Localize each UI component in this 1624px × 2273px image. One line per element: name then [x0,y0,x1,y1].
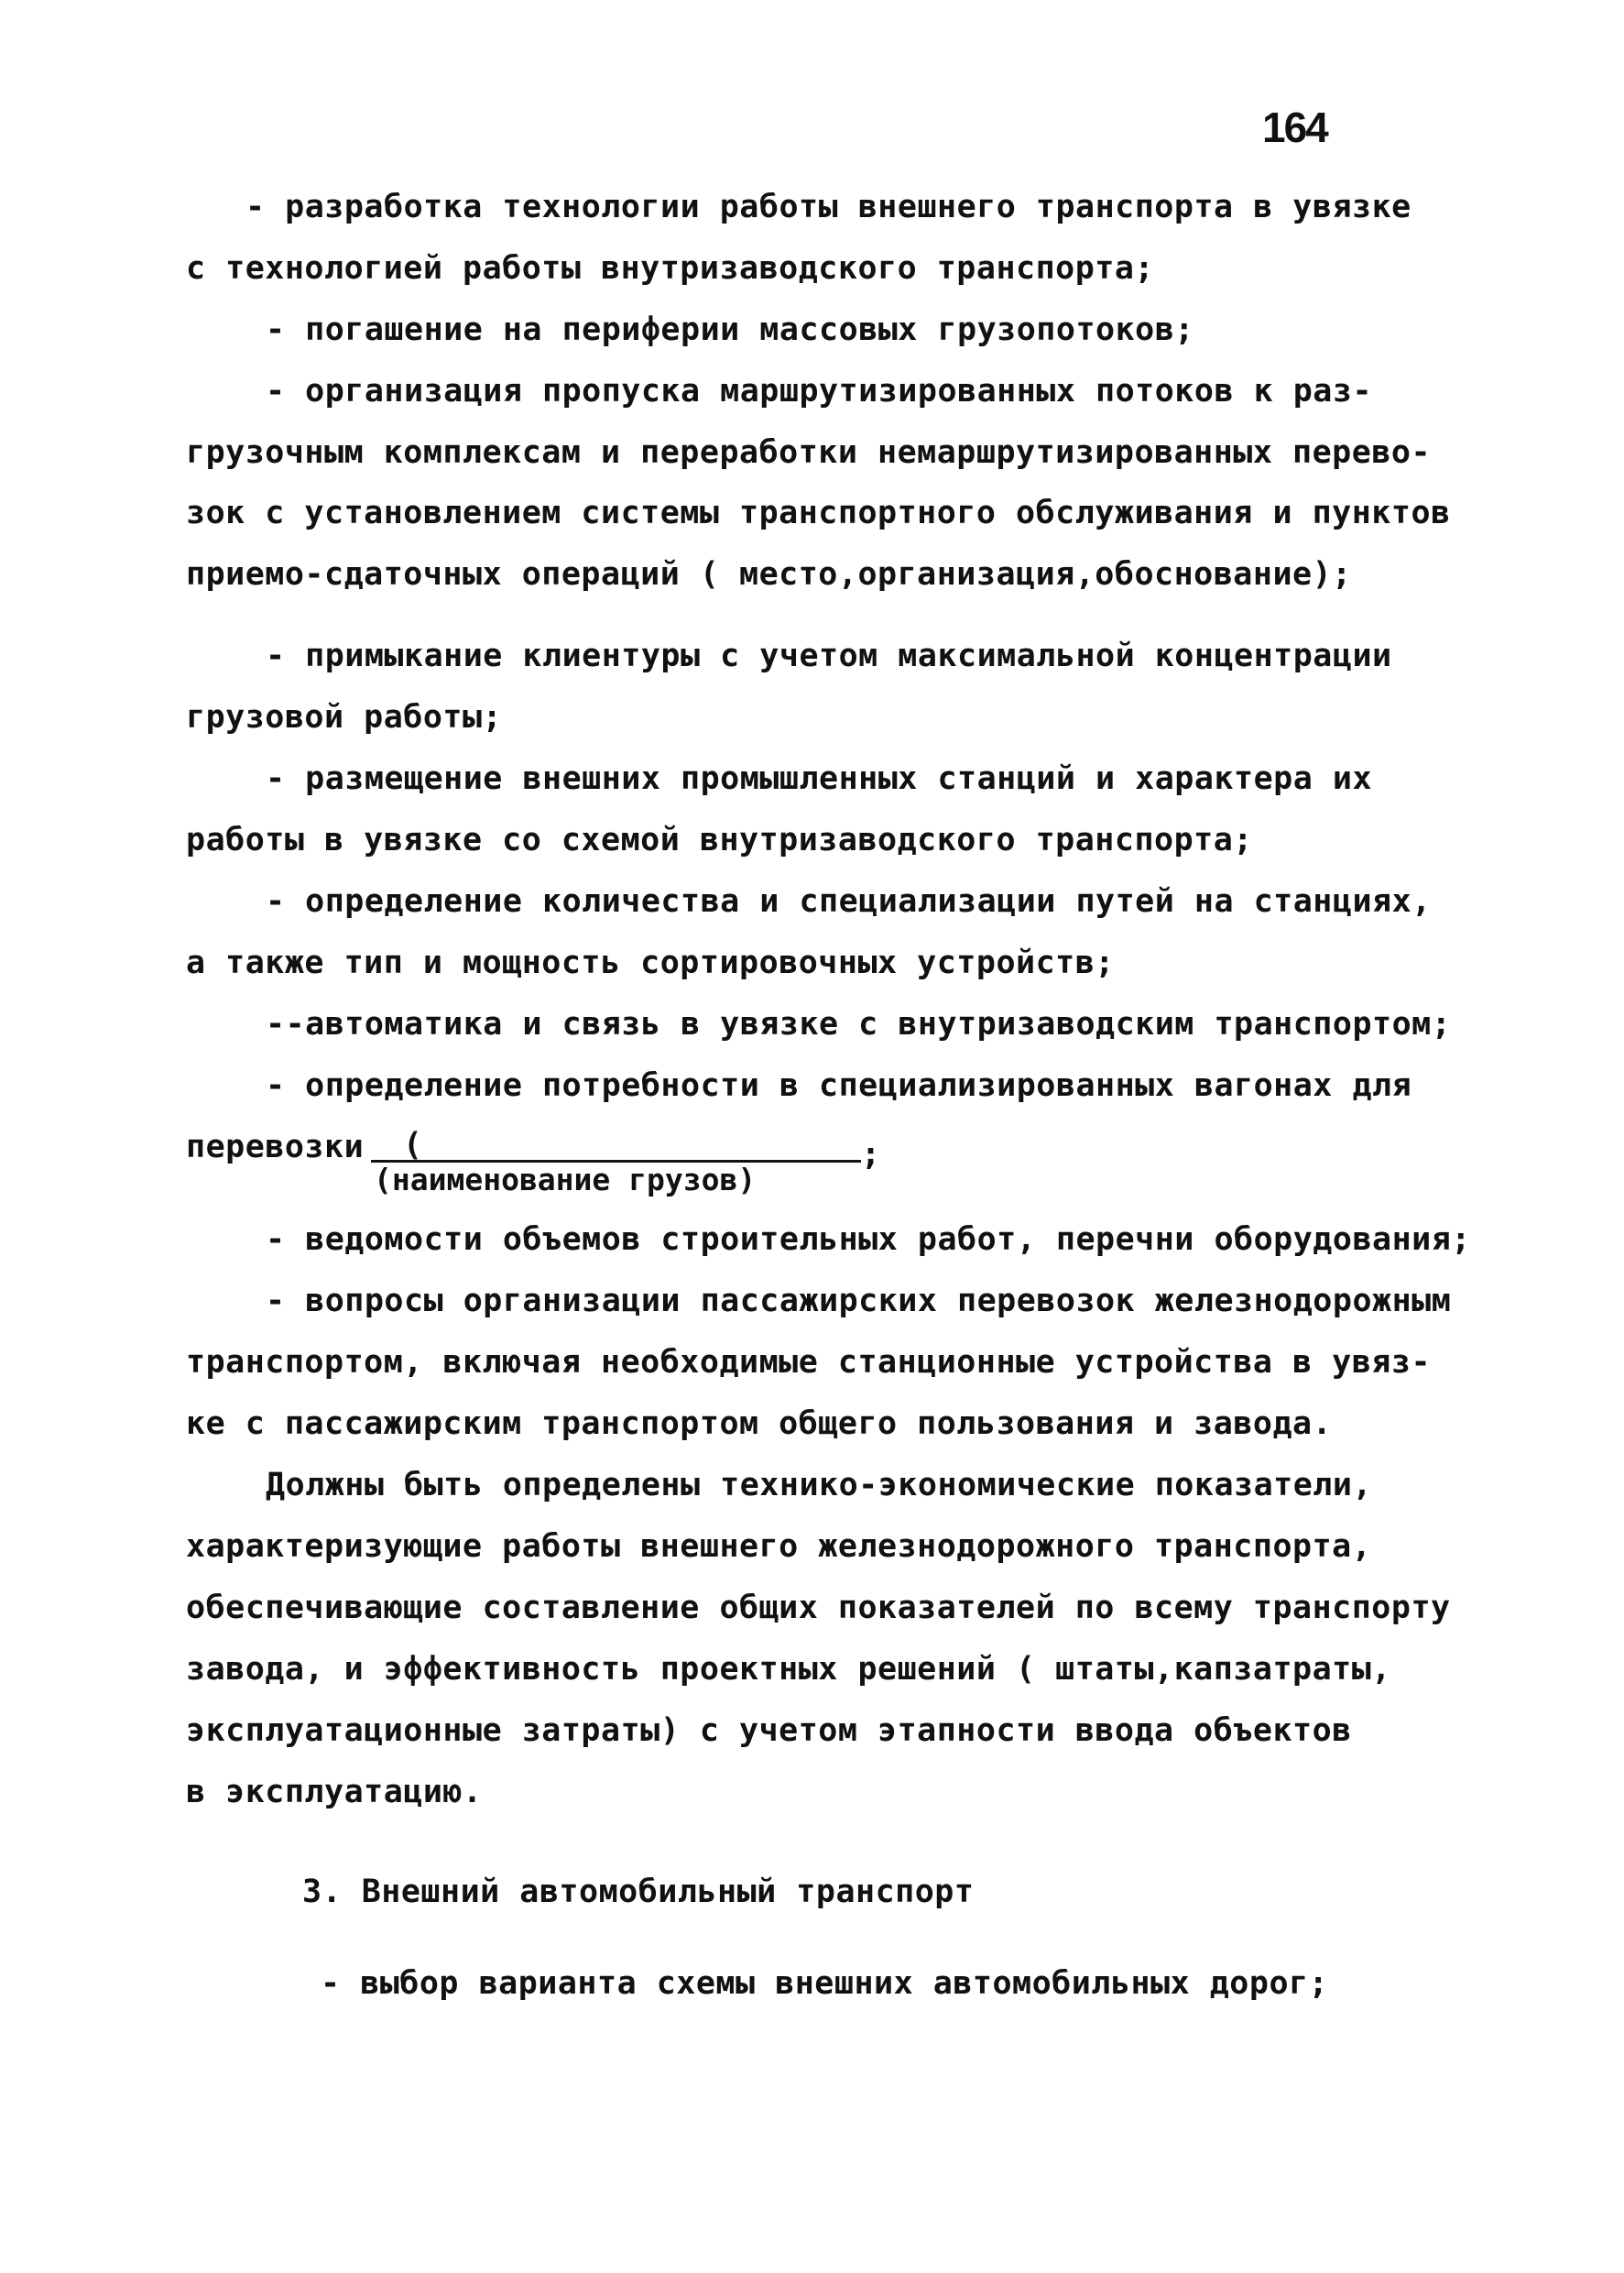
text-line: перевозки [186,1129,365,1165]
text-line: с технологией работы внутризаводского транспорта; [186,250,1155,287]
text-line: Должны быть определены технико-экономические показатели, [266,1467,1373,1503]
section-heading: 3. Внешний автомобильный транспорт [302,1874,975,1910]
text-line: - примыкание клиентуры с учетом максимальной концентрации [266,638,1392,674]
text-line: - определение количества и специализации путей на станциях, [266,883,1432,920]
text-line: работы в увязке со схемой внутризаводского транспорта; [186,822,1253,858]
text-line: транспортом, включая необходимые станционные устройства в увяз- [186,1344,1432,1381]
text-line: обеспечивающие составление общих показателей по всему транспорту [186,1590,1451,1626]
blank-field-label: (наименование грузов) [374,1162,757,1197]
text-line: эксплуатационные затраты) с учетом этапности ввода объектов [186,1712,1352,1749]
text-line: в эксплуатацию. [186,1774,483,1810]
text-line: характеризующие работы внешнего железнодорожного транспорта, [186,1528,1372,1565]
text-line: - выбор варианта схемы внешних автомобильных дорог; [321,1965,1329,2002]
blank-semicolon: ; [861,1136,881,1173]
text-line: зок с установлением системы транспортного обслуживания и пунктов [186,495,1451,531]
text-line: - размещение внешних промышленных станций и характера их [266,760,1373,797]
text-line: - погашение на периферии массовых грузопотоков; [266,311,1194,348]
text-line: грузовой работы; [186,699,503,736]
text-line: - ведомости объемов строительных работ, перечни оборудования; [266,1221,1471,1258]
text-line: грузочным комплексам и переработки немаршрутизированных перево- [186,434,1432,471]
page-number: 164 [1262,104,1327,151]
blank-open-paren: ( [403,1127,423,1164]
text-line: - разработка технологии работы внешнего транспорта в увязке [245,189,1411,225]
text-line: - вопросы организации пассажирских перевозок железнодорожным [266,1283,1452,1319]
text-line: приемо-сдаточных операций ( место,организация,обоснование); [186,556,1352,593]
text-line: - определение потребности в специализированных вагонах для [266,1067,1412,1104]
text-line: --автоматика и связь в увязке с внутризаводским транспортом; [266,1006,1452,1043]
text-line: ке с пассажирским транспортом общего пользования и завода. [186,1405,1333,1442]
text-line: а также тип и мощность сортировочных устройств; [186,945,1115,981]
text-line: завода, и эффективность проектных решений ( штаты,капзатраты, [186,1651,1391,1688]
text-line: - организация пропуска маршрутизированных потоков к раз- [266,373,1373,410]
